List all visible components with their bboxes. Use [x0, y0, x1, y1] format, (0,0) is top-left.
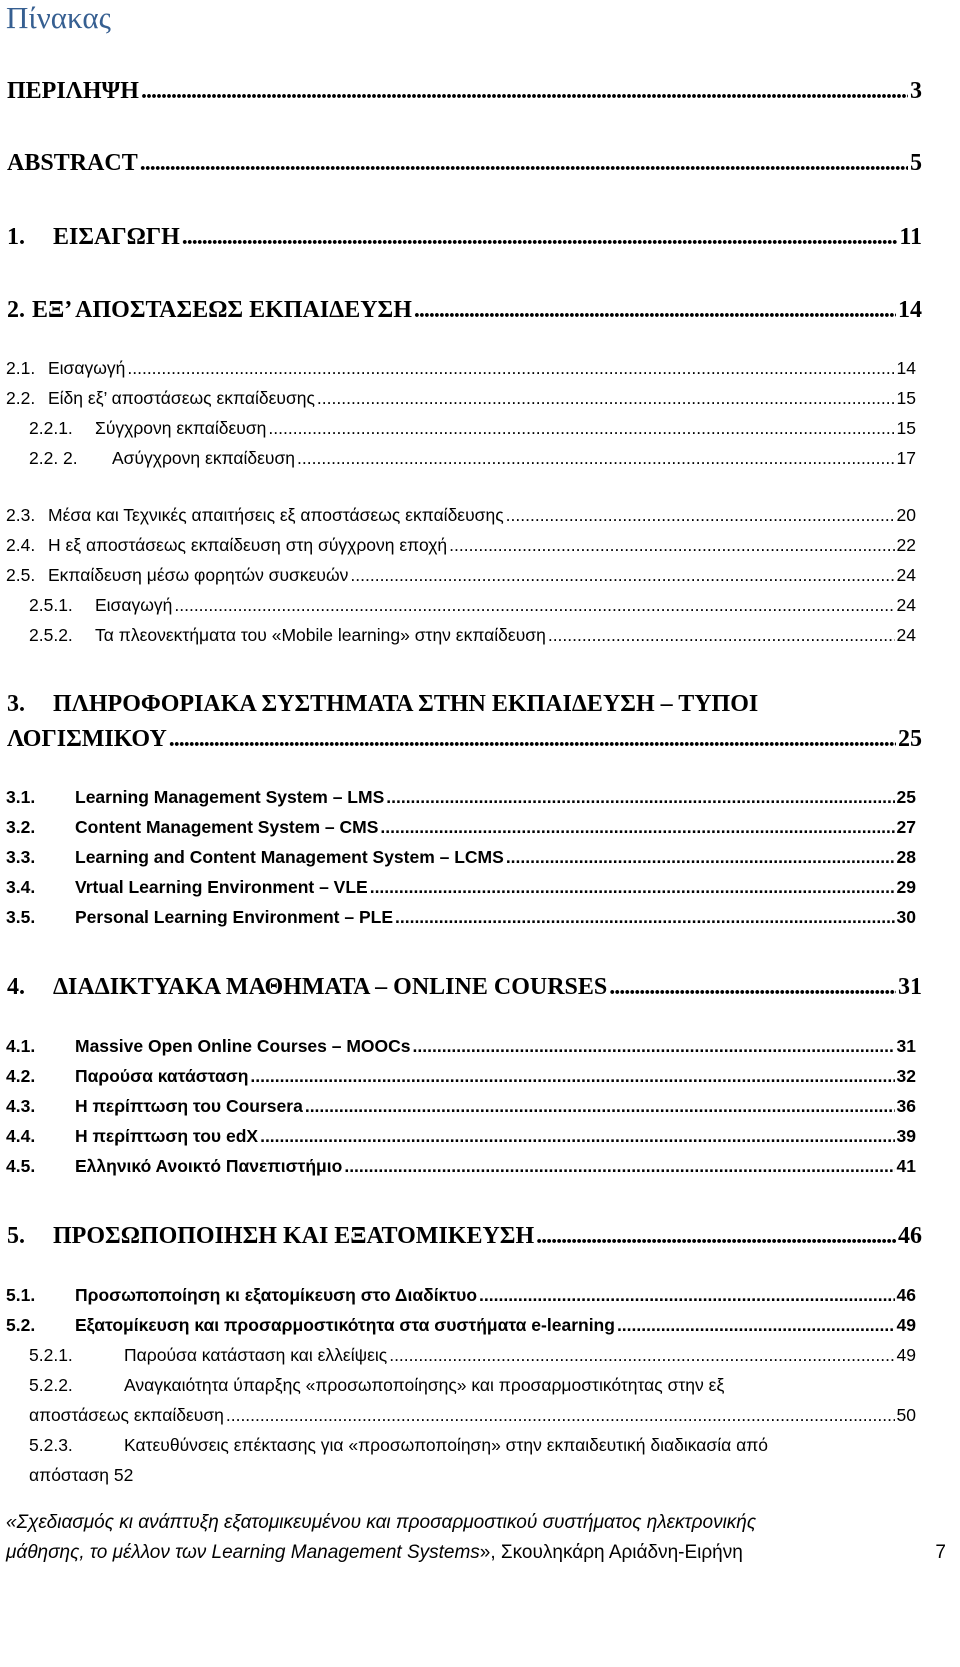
toc-entry-page: 24: [896, 565, 916, 585]
toc-entry-text: Personal Learning Environment – PLE: [75, 907, 393, 927]
dot-leader: [449, 535, 894, 556]
toc-entry-text: Προσωποποίηση κι εξατομίκευση στο Διαδίκτυο: [75, 1285, 478, 1305]
dot-leader: [414, 297, 896, 324]
toc-entry-number: 4.2.: [6, 1066, 36, 1086]
dot-leader: [386, 787, 894, 808]
toc-entry-page: 46: [898, 1223, 922, 1249]
toc-entry-page: 27: [896, 817, 916, 837]
toc-entry-text: Learning and Content Management System – LCMS: [75, 847, 504, 867]
toc-entry-text: Η εξ αποστάσεως εκπαίδευση στη σύγχρονη εποχή: [48, 535, 448, 555]
toc-entry-number: 5.2.3.: [29, 1435, 73, 1455]
toc-entry-number: 4.5.: [6, 1156, 36, 1176]
toc-entry-abstract-gr[interactable]: [0, 78, 960, 105]
toc-entry-section-3-4[interactable]: [0, 877, 960, 898]
toc-entry-section-4-4[interactable]: [0, 1126, 960, 1147]
toc-entry-text: ΕΞ’ ΑΠΟΣΤΑΣΕΩΣ ΕΚΠΑΙΔΕΥΣΗ: [32, 297, 412, 323]
toc-entry-chapter-3[interactable]: [0, 691, 960, 718]
toc-entry-text: Παρούσα κατάσταση: [75, 1066, 249, 1086]
page-number: 7: [935, 1542, 946, 1563]
toc-entry-text: Παρούσα κατάσταση και ελλείψεις: [124, 1345, 388, 1365]
toc-entry-number: 3.: [7, 691, 25, 717]
dot-leader: [127, 358, 894, 379]
toc-entry-section-4-2[interactable]: [0, 1066, 960, 1087]
toc-entry-text: Learning Management System – LMS: [75, 787, 385, 807]
dot-leader: [479, 1285, 895, 1306]
toc-entry-page: 15: [896, 418, 916, 438]
toc-entry-text-continued: ΛΟΓΙΣΜΙΚΟΥ: [7, 726, 167, 752]
page-title: Πίνακας: [6, 0, 111, 35]
toc-entry-number: 5.2.1.: [29, 1345, 73, 1365]
dot-leader: [174, 595, 894, 616]
toc-entry-number: 3.1.: [6, 787, 36, 807]
toc-entry-page: 5: [910, 150, 922, 176]
toc-entry-number: 2.2.1.: [29, 418, 73, 438]
toc-entry-text: Κατευθύνσεις επέκτασης για «προσωποποίηση» στην εκπαιδευτική διαδικασία από: [124, 1435, 769, 1455]
toc-entry-text: Είδη εξ’ αποστάσεως εκπαίδευσης: [48, 388, 315, 408]
toc-entry-chapter-1[interactable]: [0, 224, 960, 251]
toc-entry-section-4-5[interactable]: [0, 1156, 960, 1177]
toc-entry-page: 31: [896, 1036, 916, 1056]
dot-leader: [350, 565, 894, 586]
dot-leader: [506, 505, 895, 526]
toc-entry-page: 28: [896, 847, 916, 867]
toc-entry-page: 39: [896, 1126, 916, 1146]
dot-leader: [260, 1126, 894, 1147]
toc-entry-subsection-2-5-2[interactable]: [0, 625, 960, 646]
toc-entry-page: 30: [896, 907, 916, 927]
toc-entry-page: 29: [896, 877, 916, 897]
toc-entry-page: 50: [896, 1405, 916, 1425]
dot-leader: [250, 1066, 894, 1087]
toc-entry-text: Εξατομίκευση και προσαρμοστικότητα στα συστήματα e-learning: [75, 1315, 615, 1335]
toc-entry-page: 46: [896, 1285, 916, 1305]
toc-entry-text: Σύγχρονη εκπαίδευση: [95, 418, 267, 438]
toc-entry-subsection-5-2-1[interactable]: [0, 1345, 960, 1366]
toc-entry-text: Content Management System – CMS: [75, 817, 379, 837]
toc-entry-text: Ασύγχρονη εκπαίδευση: [112, 448, 296, 468]
dot-leader: [226, 1405, 895, 1426]
dot-leader: [297, 448, 894, 469]
toc-entry-text: ABSTRACT: [7, 150, 138, 176]
dot-leader: [617, 1315, 895, 1336]
toc-entry-number: 4.: [7, 974, 25, 1000]
toc-entry-number: 2.: [7, 297, 25, 323]
toc-entry-page: 17: [896, 448, 916, 468]
toc-entry-page: 3: [910, 78, 922, 104]
toc-entry-section-2-4[interactable]: [0, 535, 960, 556]
toc-entry-chapter-5[interactable]: [0, 1223, 960, 1250]
toc-entry-number: 2.5.: [6, 565, 36, 585]
toc-entry-number: 2.2. 2.: [29, 448, 78, 468]
toc-entry-text: Η περίπτωση του edX: [75, 1126, 259, 1146]
toc-entry-text: Εκπαίδευση μέσω φορητών συσκευών: [48, 565, 349, 585]
toc-entry-section-2-3[interactable]: [0, 505, 960, 526]
toc-entry-chapter-4[interactable]: [0, 974, 960, 1001]
dot-leader: [395, 907, 895, 928]
toc-entry-text: Τα πλεονεκτήματα του «Mobile learning» στην εκπαίδευση: [95, 625, 546, 645]
toc-entry-page: 41: [896, 1156, 916, 1176]
dot-leader: [268, 418, 894, 439]
footer-thesis-title: «Σχεδιασμός κι ανάπτυξη εξατομικευμένου και προσαρμοστικού συστήματος ηλεκτρονικής: [6, 1512, 757, 1533]
toc-entry-section-3-5[interactable]: [0, 907, 960, 928]
toc-entry-section-4-3[interactable]: [0, 1096, 960, 1117]
dot-leader: [317, 388, 895, 409]
footer-author: », Σκουληκάρη Αριάδνη-Ειρήνη: [479, 1542, 743, 1563]
dot-leader: [609, 974, 896, 1001]
dot-leader: [169, 726, 896, 753]
dot-leader: [140, 150, 908, 177]
toc-entry-number: 3.3.: [6, 847, 36, 867]
dot-leader: [506, 847, 895, 868]
toc-entry-section-3-3[interactable]: [0, 847, 960, 868]
toc-entry-section-3-2[interactable]: [0, 817, 960, 838]
toc-entry-text: Vrtual Learning Environment – VLE: [75, 877, 368, 897]
toc-entry-number: 2.5.1.: [29, 595, 73, 615]
toc-entry-page: 24: [896, 595, 916, 615]
toc-entry-page: 15: [896, 388, 916, 408]
toc-entry-chapter-2[interactable]: [0, 297, 960, 324]
toc-entry-number: 1.: [7, 224, 25, 250]
toc-entry-section-2-5[interactable]: [0, 565, 960, 586]
toc-entry-subsection-5-2-3[interactable]: [0, 1435, 960, 1456]
toc-entry-subsection-2-2-2[interactable]: [0, 448, 960, 469]
toc-entry-subsection-5-2-3-continued[interactable]: απόσταση 52: [29, 1465, 134, 1485]
toc-entry-number: 2.4.: [6, 535, 36, 555]
toc-entry-page: 31: [898, 974, 922, 1000]
toc-entry-text: Εισαγωγή: [48, 358, 126, 378]
toc-entry-page: 22: [896, 535, 916, 555]
toc-entry-page: 32: [896, 1066, 916, 1086]
dot-leader: [380, 817, 894, 838]
toc-entry-section-5-2[interactable]: [0, 1315, 960, 1336]
toc-entry-number: 5.: [7, 1223, 25, 1249]
dot-leader: [141, 78, 908, 105]
toc-entry-text: ΕΙΣΑΓΩΓΗ: [53, 224, 180, 250]
toc-entry-number: 2.3.: [6, 505, 36, 525]
toc-entry-page: 25: [896, 787, 916, 807]
toc-entry-page: 11: [899, 224, 922, 250]
toc-entry-section-2-2[interactable]: [0, 388, 960, 409]
toc-entry-page: 14: [896, 358, 916, 378]
dot-leader: [389, 1345, 894, 1366]
toc-entry-abstract-en[interactable]: [0, 150, 960, 177]
toc-entry-page: 36: [896, 1096, 916, 1116]
toc-entry-page: 14: [898, 297, 922, 323]
dot-leader: [370, 877, 895, 898]
toc-entry-subsection-5-2-2-continued[interactable]: [0, 1405, 960, 1426]
toc-entry-page: 49: [896, 1345, 916, 1365]
dot-leader: [182, 224, 898, 251]
toc-entry-text: ΔΙΑΔΙΚΤΥΑΚΑ ΜΑΘΗΜΑΤΑ – ONLINE COURSES: [53, 974, 608, 1000]
toc-entry-text: Εισαγωγή: [95, 595, 173, 615]
toc-entry-number: 4.3.: [6, 1096, 36, 1116]
toc-entry-number: 4.1.: [6, 1036, 36, 1056]
dot-leader: [536, 1223, 896, 1250]
toc-entry-text: Massive Open Online Courses – MOOCs: [75, 1036, 411, 1056]
toc-entry-text: ΠΡΟΣΩΠΟΠΟΙΗΣΗ ΚΑΙ ΕΞΑΤΟΜΙΚΕΥΣΗ: [53, 1223, 535, 1249]
toc-entry-text: Αναγκαιότητα ύπαρξης «προσωποποίησης» και προσαρμοστικότητας στην εξ: [124, 1375, 725, 1395]
toc-entry-number: 2.1.: [6, 358, 36, 378]
toc-entry-text: ΠΕΡΙΛΗΨΗ: [7, 78, 139, 104]
toc-entry-text: ΠΛΗΡΟΦΟΡΙΑΚΑ ΣΥΣΤΗΜΑΤΑ ΣΤΗΝ ΕΚΠΑΙΔΕΥΣΗ – ΤΥΠΟΙ: [53, 691, 759, 717]
toc-entry-number: 3.5.: [6, 907, 36, 927]
toc-entry-number: 4.4.: [6, 1126, 36, 1146]
toc-entry-number: 5.2.2.: [29, 1375, 73, 1395]
toc-entry-number: 5.2.: [6, 1315, 36, 1335]
toc-entry-text: Η περίπτωση του Coursera: [75, 1096, 303, 1116]
dot-leader: [344, 1156, 894, 1177]
footer-line-2: [6, 1542, 956, 1564]
toc-entry-number: 5.1.: [6, 1285, 36, 1305]
dot-leader: [548, 625, 895, 646]
toc-entry-number: 2.5.2.: [29, 625, 73, 645]
footer-line-1: [6, 1512, 956, 1534]
toc-entry-section-5-1[interactable]: [0, 1285, 960, 1306]
toc-entry-number: 3.4.: [6, 877, 36, 897]
toc-entry-page: 25: [898, 726, 922, 752]
toc-entry-number: 3.2.: [6, 817, 36, 837]
toc-entry-page: 49: [896, 1315, 916, 1335]
toc-entry-page: 24: [896, 625, 916, 645]
toc-entry-subsection-2-2-1[interactable]: [0, 418, 960, 439]
toc-entry-text: Ελληνικό Ανοικτό Πανεπιστήμιο: [75, 1156, 343, 1176]
toc-entry-section-4-1[interactable]: [0, 1036, 960, 1057]
toc-entry-text-continued: αποστάσεως εκπαίδευση: [29, 1405, 224, 1425]
toc-entry-number: 2.2.: [6, 388, 36, 408]
toc-entry-subsection-2-5-1[interactable]: [0, 595, 960, 616]
dot-leader: [413, 1036, 895, 1057]
toc-entry-text: Μέσα και Τεχνικές απαιτήσεις εξ αποστάσεως εκπαίδευσης: [48, 505, 504, 525]
footer-thesis-title-continued: μάθησης, το μέλλον των Learning Management Systems: [6, 1542, 480, 1563]
toc-entry-page: 20: [896, 505, 916, 525]
toc-entry-section-2-1[interactable]: [0, 358, 960, 379]
toc-entry-section-3-1[interactable]: [0, 787, 960, 808]
toc-entry-subsection-5-2-2[interactable]: [0, 1375, 960, 1396]
dot-leader: [305, 1096, 895, 1117]
toc-entry-chapter-3-continued[interactable]: [0, 726, 960, 753]
